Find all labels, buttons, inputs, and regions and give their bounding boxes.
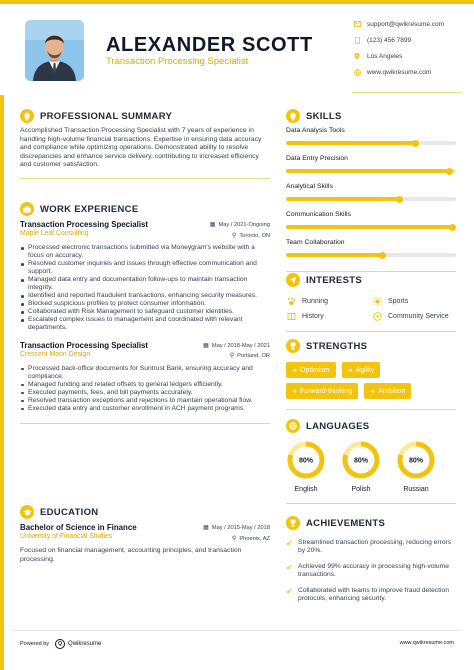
skill-bar — [286, 141, 456, 145]
interests-list — [286, 297, 456, 321]
contact-divider — [352, 92, 462, 93]
skill-bar-knob — [396, 196, 403, 203]
job-2-location: Portland, OR — [237, 353, 270, 360]
side-accent-strip — [0, 95, 4, 670]
graduation-cap-icon — [20, 505, 34, 519]
contact-email[interactable] — [352, 16, 462, 32]
skill-bar — [286, 197, 456, 201]
contact-website[interactable] — [352, 64, 462, 80]
calendar-icon: ▦ — [209, 222, 216, 228]
job-1-bullets — [20, 244, 270, 333]
list-item: Managed funding and related offsets to general ledgers efficiently. — [20, 381, 270, 389]
skill-item — [286, 183, 456, 201]
job-2-title: Transaction Processing Specialist — [20, 340, 149, 350]
summary-divider — [20, 178, 270, 179]
skills-heading: SKILLS — [286, 109, 456, 123]
education-dates: May / 2015-May / 2018 — [211, 525, 270, 531]
experience-divider — [20, 423, 270, 424]
skill-item — [286, 239, 456, 257]
education-entry — [20, 523, 270, 564]
language-percent: 80% — [408, 457, 424, 465]
list-item: Processed back-office documents for Suntrust Bank, ensuring accuracy and compliance. — [20, 365, 270, 381]
avatar — [25, 20, 84, 81]
education-degree: Bachelor of Science in Finance — [20, 523, 137, 532]
language-name: Russian — [403, 486, 429, 493]
list-item: Resolved customer inquiries and issues through effective communication and support. — [20, 260, 270, 276]
interests-heading: INTERESTS — [286, 273, 456, 287]
job-2-dates: May / 2018-May / 2021 — [211, 342, 270, 349]
skill-bar-fill — [286, 253, 383, 257]
interest-running: Running — [286, 297, 372, 306]
language-name: English — [294, 486, 318, 493]
interest-sports: Sports — [372, 297, 458, 306]
strengths-list — [286, 362, 456, 399]
job-1-location: Toronto, ON — [239, 232, 270, 239]
skill-item — [286, 211, 456, 229]
job-1 — [20, 220, 270, 333]
education-location: Phoenix, AZ — [239, 535, 270, 542]
qwikresume-logo-icon: Q — [55, 639, 65, 649]
strengths-section — [286, 339, 456, 410]
arrow-right-icon: ➜ — [292, 388, 298, 395]
location-pin-icon: ⚲ — [229, 353, 235, 360]
job-2-company: Crescent Moon Design — [20, 350, 91, 358]
list-item: ✔ Achieved 99% accuracy in processing high-volume transactions. — [286, 563, 449, 578]
skill-bar — [286, 253, 456, 257]
skill-bar-fill — [286, 197, 400, 201]
list-item: Managed data entry and documentation follow-ups to maintain transaction integrity. — [20, 276, 270, 292]
interests-divider — [286, 331, 456, 332]
globe-icon — [286, 419, 300, 433]
job-1-dates: May / 2021-Ongoing — [218, 222, 270, 228]
interests-section — [286, 273, 456, 332]
job-2-meta — [203, 341, 270, 362]
strength-chip: ➜ Optimism — [286, 362, 336, 378]
job-1-company: Maple Leaf Consulting — [20, 230, 89, 237]
skill-label: Data Analysis Tools — [286, 127, 345, 134]
skill-item — [286, 127, 456, 145]
contact-email-text: support@qwikresume.com — [367, 20, 445, 28]
summary-text: Accomplished Transaction Processing Specialist with 7 years of experience in handling high-volume financial transactions. Expertise in ensuring data accuracy and compliance while optimizing operations. Demonstrated ability to resolve discrepancies and enhance service delivery, contributing to increased efficiency and customer satisfaction. — [20, 127, 262, 169]
skill-bar-fill — [286, 141, 415, 145]
summary-heading: PROFESSIONAL SUMMARY — [20, 109, 270, 123]
summary-section — [20, 109, 270, 179]
education-meta — [203, 523, 270, 544]
contact-website-text: www.qwikresume.com — [367, 68, 432, 76]
interest-history: History — [286, 312, 372, 321]
list-item: ✔ Streamlined transaction processing, reducing errors by 20%. — [286, 539, 452, 554]
paper-plane-icon — [286, 273, 300, 287]
calendar-icon: ▦ — [203, 342, 209, 349]
check-circle-icon: ✔ — [286, 587, 293, 596]
education-heading: EDUCATION — [20, 505, 270, 519]
strength-chip: ➜ Agility — [342, 362, 381, 378]
list-item: Resolved transaction exceptions and rejections to maintain operational flow. — [20, 397, 270, 405]
check-circle-icon: ✔ — [286, 539, 293, 548]
location-pin-icon: ⚲ — [231, 232, 237, 239]
skill-item — [286, 155, 456, 173]
languages-divider — [286, 503, 456, 504]
language-progress-ring — [397, 441, 435, 479]
contact-phone[interactable] — [352, 32, 462, 48]
arrow-right-icon: ➜ — [292, 367, 298, 374]
running-icon — [286, 297, 296, 306]
strength-chip: ➜ Forward-thinking — [286, 383, 358, 399]
location-icon — [352, 53, 362, 60]
avatar-portrait-icon — [25, 20, 84, 81]
languages-section — [286, 419, 456, 504]
job-1-meta — [210, 220, 270, 241]
location-pin-icon: ⚲ — [231, 535, 237, 542]
top-accent-bar — [0, 0, 474, 4]
history-icon — [286, 312, 296, 321]
experience-heading: WORK EXPERIENCE — [20, 202, 270, 216]
interest-community-service: Community Service — [372, 312, 458, 321]
skill-bar-fill — [286, 225, 453, 229]
skill-label: Communication Skills — [286, 211, 351, 218]
job-2-bullets — [20, 365, 270, 413]
skill-label: Data Entry Precision — [286, 155, 348, 162]
footer-divider — [12, 630, 462, 631]
skill-bar-knob — [379, 252, 386, 259]
candidate-name: ALEXANDER SCOTT — [106, 34, 313, 56]
languages-list — [286, 441, 436, 493]
contact-location — [352, 48, 462, 64]
list-item: Processed electronic transactions submitted via Moneygram's website with a focus on accuracy. — [20, 244, 270, 260]
candidate-title: Transaction Processing Specialist — [106, 56, 249, 67]
list-item: Executed payments, fees, and bill payments accurately. — [20, 389, 270, 397]
skill-bar-knob — [446, 168, 453, 175]
contact-location-text: Los Angeles — [367, 52, 403, 60]
strength-chip: ➜ Ambition — [364, 383, 411, 399]
arrow-right-icon: ➜ — [370, 388, 376, 395]
community-icon — [372, 312, 382, 321]
skill-bar — [286, 169, 456, 173]
website-icon — [352, 69, 362, 76]
job-2 — [20, 341, 270, 413]
language-english — [286, 441, 326, 493]
calendar-icon: ▦ — [203, 525, 209, 531]
skill-bar-knob — [412, 140, 419, 147]
achievements-section — [286, 516, 456, 603]
language-percent: 80% — [353, 457, 369, 465]
list-item: Collaborated with Risk Management to safeguard customer identities. — [20, 308, 270, 316]
skill-label: Team Collaboration — [286, 239, 345, 246]
arrow-right-icon: ➜ — [347, 367, 353, 374]
language-progress-ring — [342, 441, 380, 479]
experience-section — [20, 202, 270, 424]
list-item: Blocked suspicious profiles to protect consumer information. — [20, 300, 270, 308]
list-item: Identified and reported fraudulent transactions, enhancing security measures. — [20, 292, 270, 300]
trophy-icon — [286, 339, 300, 353]
skills-list — [286, 127, 456, 257]
skill-bar — [286, 225, 456, 229]
email-icon — [352, 21, 362, 27]
strengths-heading: STRENGTHS — [286, 339, 456, 353]
footer-website[interactable]: www.qwikresume.com — [399, 640, 454, 646]
skills-section — [286, 109, 456, 272]
education-school: University of Financial Studies — [20, 533, 113, 540]
briefcase-icon — [20, 202, 34, 216]
sports-icon — [372, 297, 382, 306]
footer-powered-by: Powered by — [20, 641, 50, 647]
contact-list — [352, 16, 462, 80]
job-1-title: Transaction Processing Specialist — [20, 220, 149, 229]
achievements-list — [286, 539, 456, 603]
phone-icon — [352, 37, 362, 44]
skill-label: Analytical Skills — [286, 183, 333, 190]
lightbulb-icon — [20, 109, 34, 123]
strengths-divider — [286, 409, 456, 410]
education-section — [20, 505, 270, 564]
list-item: ✔ Collaborated with teams to improve fraud detection protocols, enhancing security. — [286, 587, 449, 602]
achievements-heading: ACHIEVEMENTS — [286, 516, 456, 530]
language-progress-ring — [287, 441, 325, 479]
languages-heading: LANGUAGES — [286, 419, 456, 433]
language-polish — [341, 441, 381, 493]
trophy-icon — [286, 516, 300, 530]
skills-divider — [286, 271, 456, 272]
list-item: Escalated complex issues to management and coordinated with relevant departments. — [20, 316, 270, 332]
language-percent: 80% — [298, 457, 314, 465]
language-russian — [396, 441, 436, 493]
skill-bar-fill — [286, 169, 449, 173]
lightbulb-icon — [286, 109, 300, 123]
skill-bar-knob — [449, 224, 456, 231]
footer-branding — [20, 639, 101, 649]
footer-brand: Qwikresume — [68, 641, 102, 647]
check-circle-icon: ✔ — [286, 563, 293, 572]
list-item: Executed data entry and customer enrollment in ACH payment programs. — [20, 405, 270, 413]
language-name: Polish — [351, 486, 371, 493]
contact-phone-text: (123) 456 7899 — [367, 36, 412, 44]
education-description: Focused on financial management, accounting principles, and transaction processing. — [20, 547, 242, 563]
